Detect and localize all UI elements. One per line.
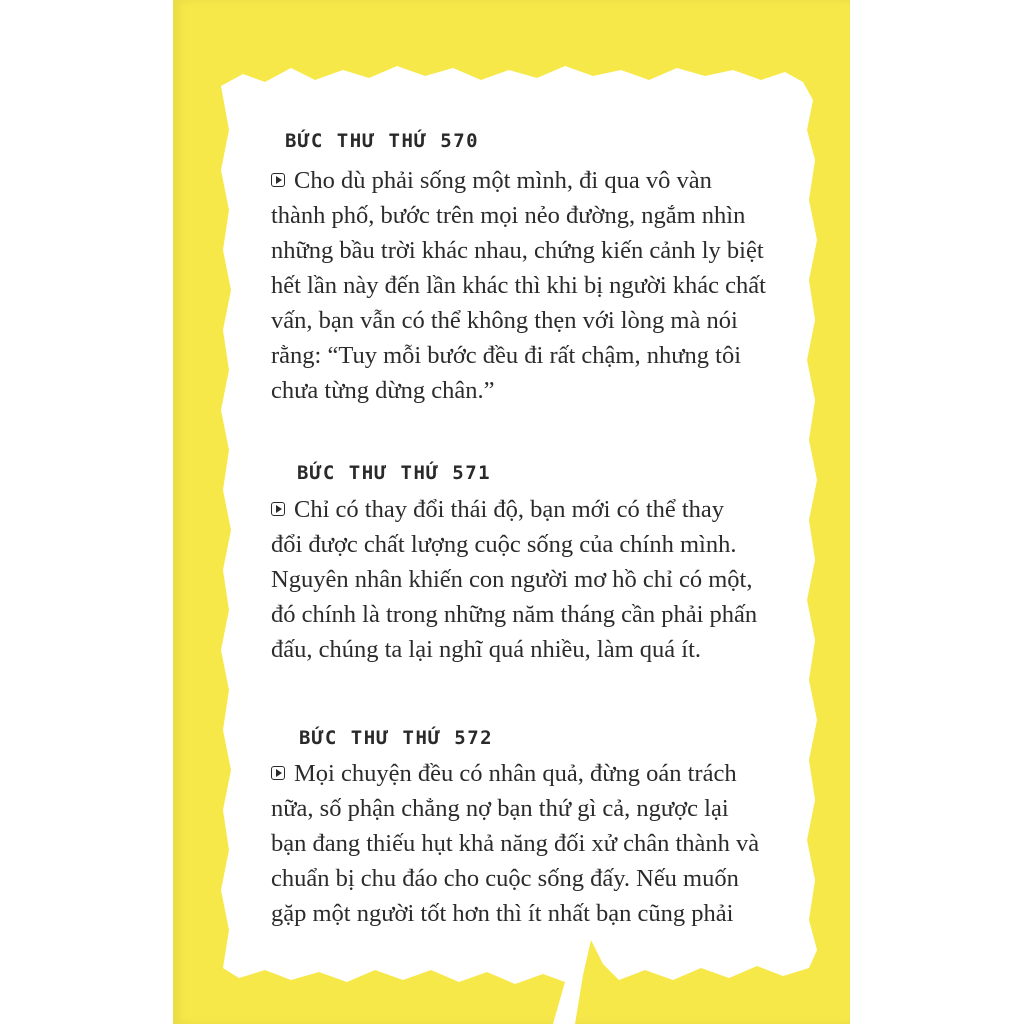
letter-line: rằng: “Tuy mỗi bước đều đi rất chậm, nhưng tôi [271, 342, 742, 369]
letter-line: Nguyên nhân khiến con người mơ hồ chỉ có một, [271, 566, 753, 593]
letter-text: Cho dù phải sống một mình, đi qua vô vàn [294, 167, 712, 194]
letter-line: những bầu trời khác nhau, chứng kiến cảnh ly biệt [271, 237, 764, 264]
letter-line: bạn đang thiếu hụt khả năng đối xử chân thành và [271, 830, 760, 857]
letter-line: gặp một người tốt hơn thì ít nhất bạn cũng phải [271, 900, 734, 927]
letter-title: BỨC THƯ THỨ 571 [297, 462, 492, 484]
play-square-icon [271, 173, 285, 187]
letters-content [173, 0, 850, 1024]
letter-line [271, 166, 712, 196]
letter-title: BỨC THƯ THỨ 572 [299, 727, 494, 749]
letter-line: chưa từng dừng chân.” [271, 377, 495, 404]
letter-line: chuẩn bị chu đáo cho cuộc sống đấy. Nếu muốn [271, 865, 739, 892]
letter-line: hết lần này đến lần khác thì khi bị người khác chất [271, 272, 766, 299]
letter-text: Mọi chuyện đều có nhân quả, đừng oán trách [294, 760, 737, 787]
letter-line: nữa, số phận chẳng nợ bạn thứ gì cả, ngược lại [271, 795, 729, 822]
play-square-icon [271, 502, 285, 516]
letter-line [271, 759, 737, 789]
letter-line: vấn, bạn vẫn có thể không thẹn với lòng mà nói [271, 307, 738, 334]
letter-line: thành phố, bước trên mọi nẻo đường, ngắm nhìn [271, 202, 746, 229]
letter-title: BỨC THƯ THỨ 570 [285, 130, 480, 152]
letter-text: Chỉ có thay đổi thái độ, bạn mới có thể thay [294, 496, 725, 523]
letter-line: đó chính là trong những năm tháng cần phải phấn [271, 601, 758, 628]
letter-line: đổi được chất lượng cuộc sống của chính mình. [271, 531, 737, 558]
book-page [173, 0, 850, 1024]
letter-line: đấu, chúng ta lại nghĩ quá nhiều, làm quá ít. [271, 636, 702, 663]
letter-line [271, 495, 724, 525]
play-square-icon [271, 766, 285, 780]
